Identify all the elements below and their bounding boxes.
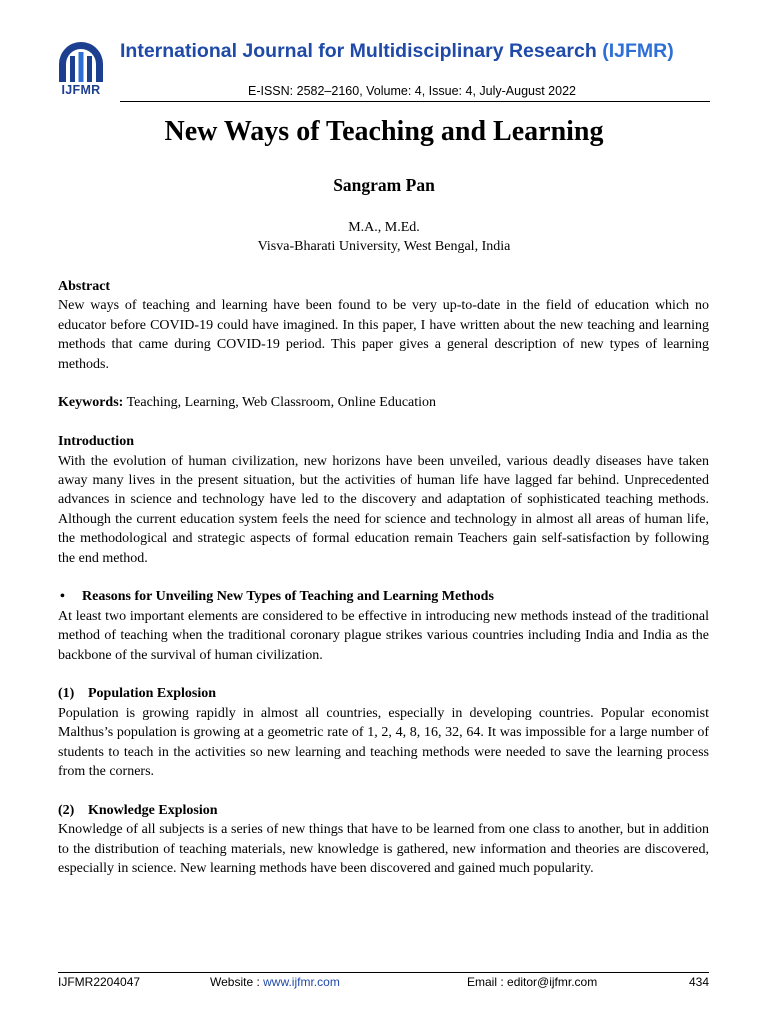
email-link[interactable]: editor@ijfmr.com bbox=[507, 975, 598, 989]
paper-id: IJFMR2204047 bbox=[58, 975, 141, 989]
abstract-text: New ways of teaching and learning have been found to be very up-to-date in the field of education which no educator before COVID-19 could have imagined. In this paper, I have written about the new teaching and learning methods that came during COVID-19 period. This paper gives a general description of new types of learning methods. bbox=[58, 298, 709, 372]
introduction-text: With the evolution of human civilization, new horizons have been unveiled, various deadly diseases have taken away many lives in the present situation, but the activities of human life have lagged far behind. Unprecedented advances in science and technology have led to the discovery and adaptation of sophisticated teaching methods. Although the current education system feels the need for science and technology in almost all areas of human life, the methodological and strategic aspects of formal education remain Teachers gain self-satisfaction by following the end method. bbox=[58, 453, 709, 566]
issn-line: E-ISSN: 2582–2160, Volume: 4, Issue: 4, July-August 2022 bbox=[248, 84, 576, 98]
paper-title: New Ways of Teaching and Learning bbox=[164, 116, 604, 147]
section-2-heading bbox=[58, 801, 709, 820]
email-label: Email : bbox=[467, 975, 508, 989]
keywords-label: Keywords: bbox=[58, 395, 124, 411]
bullet-icon: • bbox=[60, 589, 65, 605]
website-link[interactable]: www.ijfmr.com bbox=[263, 975, 340, 989]
section-2-number: (2) bbox=[58, 802, 75, 818]
reasons-heading bbox=[58, 587, 709, 606]
logo-text: IJFMR bbox=[61, 83, 101, 97]
section-1-title: Population Explosion bbox=[88, 686, 216, 702]
author-institution: Visva-Bharati University, West Bengal, India bbox=[257, 239, 511, 254]
journal-title bbox=[120, 40, 674, 63]
section-1-heading bbox=[58, 684, 709, 703]
reasons-text: At least two important elements are considered to be effective in introducing new methods instead of the traditional method of teaching when the traditional coronary plague strikes various countries including India and India as the backbone of the survival of human civilization. bbox=[58, 608, 709, 663]
author-name: Sangram Pan bbox=[333, 175, 435, 195]
keywords bbox=[58, 393, 709, 412]
journal-logo-icon bbox=[57, 40, 105, 84]
author-degrees: M.A., M.Ed. bbox=[348, 220, 420, 235]
website-label: Website : bbox=[210, 975, 264, 989]
journal-name: International Journal for Multidisciplinary Research bbox=[120, 40, 597, 62]
introduction-heading: Introduction bbox=[58, 434, 134, 450]
header-divider bbox=[120, 101, 710, 102]
footer-email bbox=[467, 975, 597, 989]
section-1-text: Population is growing rapidly in almost all countries, especially in developing countries. Popular economist Malthus’s population is growing at a geometric rate of 1, 2, 4, 8, 16, 32, 64. It was impossible for a large number of students to teach in the activities so new learning and teaching methods were needed to save the learning process from the corners. bbox=[58, 705, 709, 780]
abstract-heading: Abstract bbox=[58, 279, 111, 294]
journal-abbreviation: (IJFMR) bbox=[602, 40, 674, 62]
paper-body bbox=[58, 277, 709, 879]
footer-website bbox=[210, 975, 340, 989]
section-2-text: Knowledge of all subjects is a series of new things that have to be learned from one class to another, but in addition to the distribution of teaching materials, new knowledge is gathered, new information and theories are discovered, especially in science. New learning methods have been discovered and gained much popularity. bbox=[58, 822, 709, 877]
section-2-title: Knowledge Explosion bbox=[88, 802, 218, 818]
page-number: 434 bbox=[688, 975, 709, 989]
footer-divider bbox=[58, 972, 709, 973]
reasons-heading-text: Reasons for Unveiling New Types of Teaching and Learning Methods bbox=[82, 589, 494, 605]
section-1-number: (1) bbox=[58, 686, 75, 702]
keywords-text: Teaching, Learning, Web Classroom, Online Education bbox=[126, 395, 437, 411]
